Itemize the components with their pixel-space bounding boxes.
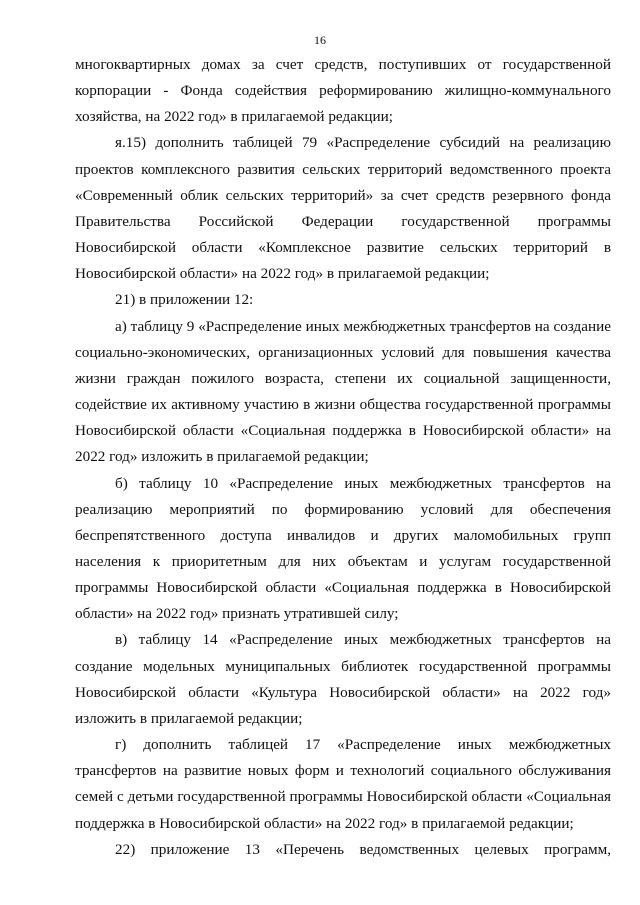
paragraph-continuation: многоквартирных домах за счет средств, поступивших от государственной корпорации - Фонда содействия реформированию жилищно-коммунального хозяйства, на 2022 год» в прилагаемой редакции;	[75, 56, 611, 126]
paragraph-item-a: а) таблицу 9 «Распределение иных межбюджетных трансфертов на создание социально-экономических, организационных условий для повышения качества жизни граждан пожилого возраста, степени их социальной защищенности, содействие их активному участию в жизни общества государственной программы Новосибирской области «Социальная поддержка в Новосибирской области» на 2022 год» изложить в прилагаемой редакции;	[75, 317, 611, 466]
page-number: 16	[314, 33, 326, 47]
paragraph-item-b: б) таблицу 10 «Распределение иных межбюджетных трансфертов на реализацию мероприятий по формированию условий для обеспечения беспрепятственного доступа инвалидов и других маломобильных групп населения к приоритетным для них объектам и услугам государственной программы Новосибирской области «Социальная поддержка в Новосибирской области» на 2022 год» признать утратившей силу;	[75, 474, 611, 623]
document-body	[75, 52, 611, 863]
paragraph-item-v: в) таблицу 14 «Распределение иных межбюджетных трансфертов на создание модельных муниципальных библиотек государственной программы Новосибирской области «Культура Новосибирской области» на 2022 год» изложить в прилагаемой редакции;	[75, 631, 611, 727]
paragraph-item-22: 22) приложение 13 «Перечень ведомственных целевых программ,	[115, 840, 611, 858]
paragraph-item-ya15: я.15) дополнить таблицей 79 «Распределение субсидий на реализацию проектов комплексного развития сельских территорий ведомственного проекта «Современный облик сельских территорий» за счет средств резервного фонда Правительства Российской Федерации государственной программы Новосибирской области «Комплексное развитие сельских территорий в Новосибирской области» на 2022 год» в прилагаемой редакции;	[75, 134, 611, 283]
paragraph-item-21: 21) в приложении 12:	[115, 291, 254, 309]
paragraph-item-g: г) дополнить таблицей 17 «Распределение иных межбюджетных трансфертов на развитие новых форм и технологий социального обслуживания семей с детьми государственной программы Новосибирской области «Социальная поддержка в Новосибирской области» на 2022 год» в прилагаемой редакции;	[75, 736, 611, 832]
